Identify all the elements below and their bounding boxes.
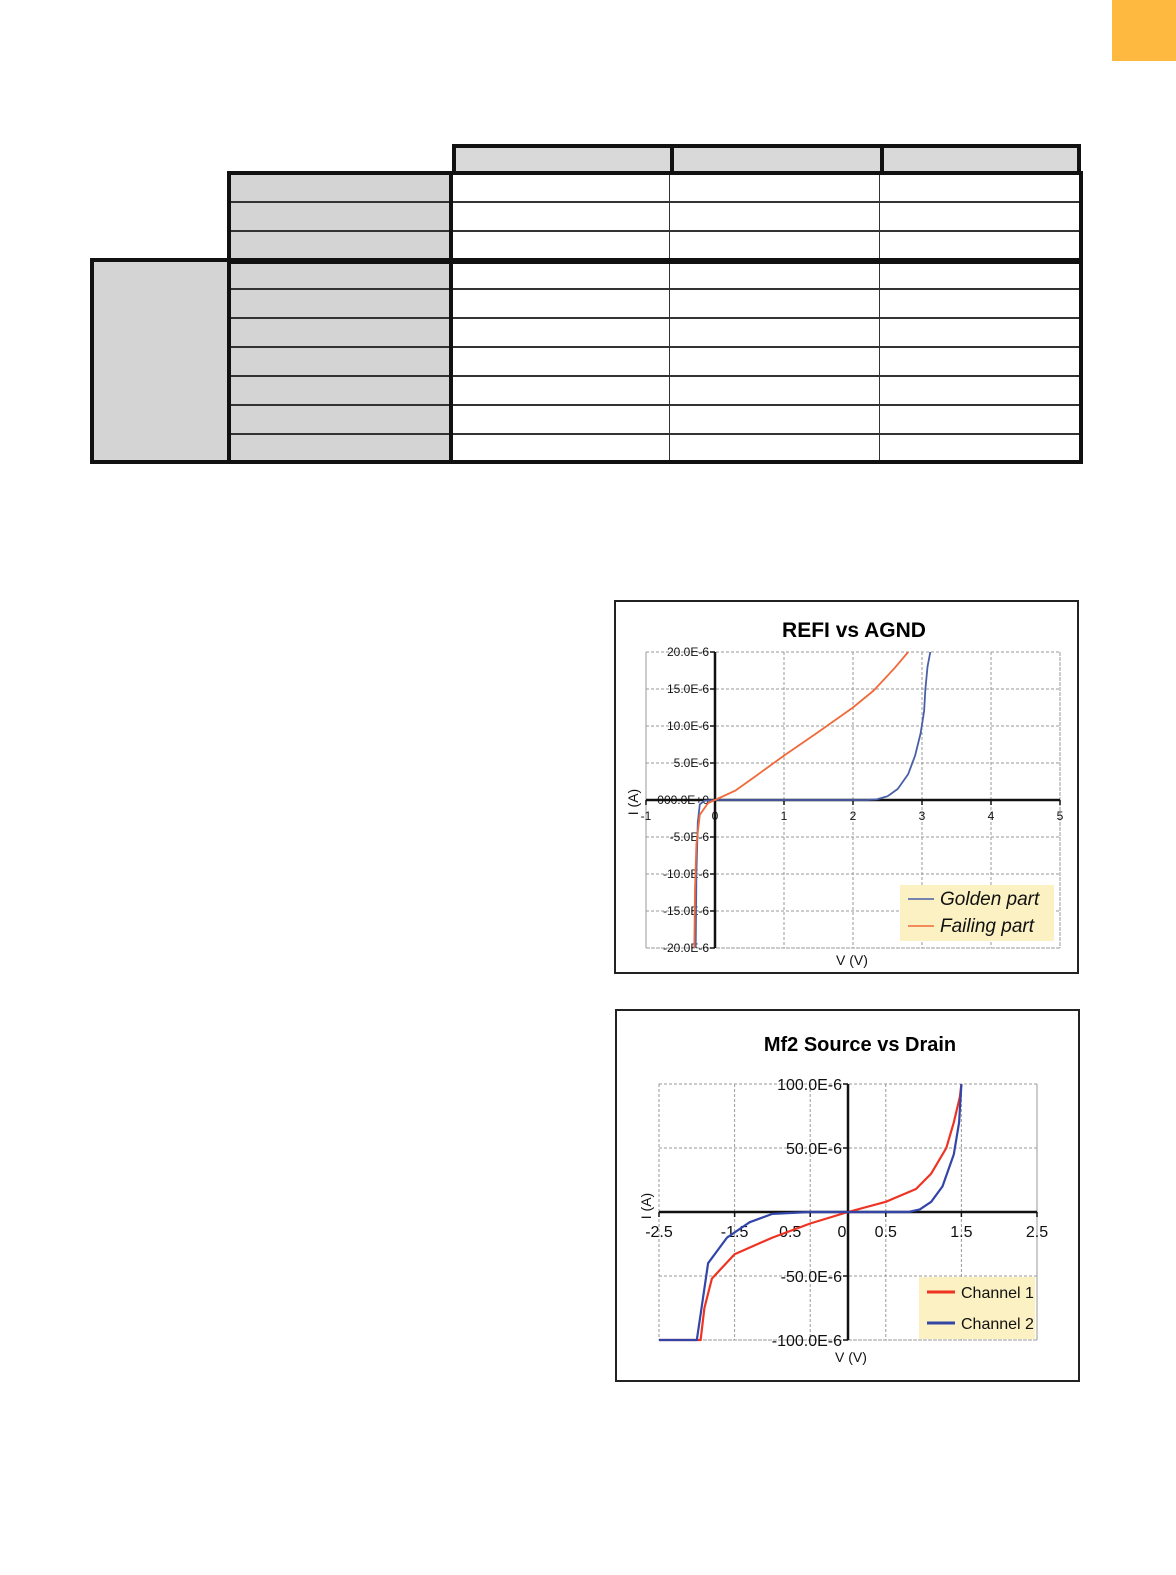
mf2-source-vs-drain-chart (615, 1009, 1080, 1382)
x-tick-label: -1 (640, 809, 652, 823)
chart-title: Mf2 Source vs Drain (763, 1034, 957, 1056)
y-tick-label: 100.0E-6 (777, 1077, 842, 1094)
x-tick-label: 4 (987, 809, 995, 823)
y-tick-label: 50.0E-6 (785, 1141, 842, 1158)
legend (919, 1277, 1035, 1339)
x-tick-label: 2 (849, 809, 857, 823)
x-tick-label: 0 (837, 1224, 847, 1241)
legend-entry: Channel 1 (961, 1285, 1034, 1302)
y-axis-label: I (A) (625, 788, 641, 816)
y-tick-label: -20.0E-6 (662, 941, 709, 955)
y-tick-label: 10.0E-6 (666, 719, 709, 733)
y-tick-label: -15.0E-6 (662, 904, 709, 918)
legend-entry: Golden part (940, 889, 1040, 910)
x-axis-label: V (V) (835, 1349, 867, 1365)
legend-entry: Channel 2 (961, 1316, 1034, 1333)
y-tick-label: 5.0E-6 (673, 756, 709, 770)
y-tick-label: -100.0E-6 (771, 1333, 842, 1350)
refi-vs-agnd-chart (614, 600, 1079, 974)
x-tick-label: 1.5 (950, 1224, 973, 1241)
data-table (0, 0, 1176, 480)
chart-title: REFI vs AGND (782, 619, 926, 642)
x-tick-label: -2.5 (645, 1224, 673, 1241)
y-tick-label: -10.0E-6 (662, 867, 709, 881)
x-tick-label: 2.5 (1025, 1224, 1049, 1241)
group-divider (227, 258, 231, 464)
x-tick-label: 0 (711, 809, 719, 823)
lower-block-border (90, 258, 1083, 464)
y-tick-label: 20.0E-6 (666, 645, 709, 659)
x-tick-label: 0.5 (874, 1224, 897, 1241)
y-tick-label: -50.0E-6 (780, 1269, 842, 1286)
x-tick-label: 5 (1056, 809, 1064, 823)
chart-svg (617, 1011, 1078, 1380)
legend (900, 885, 1054, 941)
x-tick-label: 3 (918, 809, 926, 823)
x-axis-label: V (V) (836, 952, 868, 968)
label-divider (449, 171, 453, 464)
upper-block-border (227, 171, 1083, 264)
y-tick-label: 000.0E+0 (657, 793, 709, 807)
y-tick-label: -5.0E-6 (669, 830, 709, 844)
x-tick-label: 1 (780, 809, 788, 823)
y-tick-label: 15.0E-6 (666, 682, 709, 696)
y-axis-label: I (A) (638, 1192, 654, 1220)
legend-entry: Failing part (940, 916, 1034, 937)
x-tick-label: 0.5 (779, 1224, 802, 1241)
chart-svg (616, 602, 1077, 972)
x-tick-label: -1.5 (720, 1224, 749, 1241)
